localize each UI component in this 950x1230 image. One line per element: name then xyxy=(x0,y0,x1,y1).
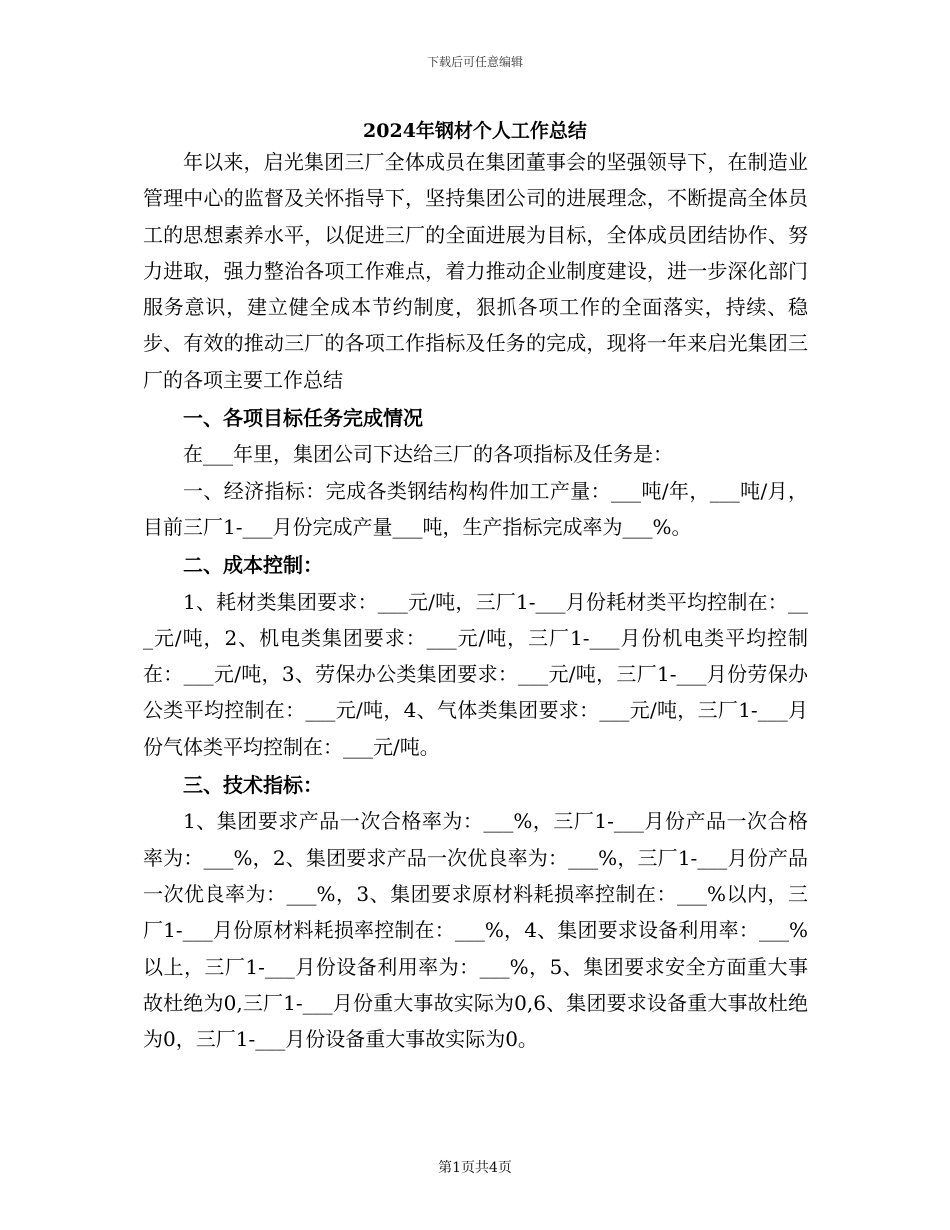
section-heading-cost-control: 二、成本控制： xyxy=(183,553,323,578)
intro-paragraph: 年以来，启光集团三厂全体成员在集团董事会的坚强领导下，在制造业管理中心的监督及关怀指导下，坚持集团公司的进展理念，不断提高全体员工的思想素养水平，以促进三厂的全面进展为目标，全体成员团结协作、努力进取，强力整治各项工作难点，着力推动企业制度建设，进一步深化部门服务意识，建立健全成本节约制度，狠抓各项工作的全面落实，持续、稳步、有效的推动三厂的各项工作指标及任务的完成，现将一年来启光集团三厂的各项主要工作总结 xyxy=(143,150,808,392)
page-number: 第1页共4页 xyxy=(438,1160,512,1176)
section-heading-technical: 三、技术指标： xyxy=(183,773,323,798)
economic-indicators-paragraph: 一、经济指标：完成各类钢结构构件加工产量：___吨/年，___吨/月，目前三厂1-___月份完成产量___吨，生产指标完成率为___%。 xyxy=(143,478,808,539)
document-body xyxy=(143,144,808,1057)
document-title: 2024年钢材个人工作总结 xyxy=(363,120,587,142)
header-note: 下载后可任意编辑 xyxy=(426,55,523,69)
technical-indicators-paragraph: 1、集团要求产品一次合格率为：___%，三厂1-___月份产品一次合格率为：___%，2、集团要求产品一次优良率为：___%，三厂1-___月份产品一次优良率为：___%，3、集团要求原材料耗损率控制在：___%以内，三厂1-___月份原材料耗损率控制在：___%，4、集团要求设备利用率：___%以上，三厂1-___月份设备利用率为：___%，5、集团要求安全方面重大事故杜绝为0,三厂1-___月份重大事故实际为0,6、集团要求设备重大事故杜绝为0，三厂1-___月份设备重大事故实际为0。 xyxy=(143,809,808,1052)
targets-intro-paragraph: 在___年里，集团公司下达给三厂的各项指标及任务是： xyxy=(183,442,673,467)
section-heading-targets: 一、各项目标任务完成情况 xyxy=(183,406,423,431)
cost-control-paragraph: 1、耗材类集团要求：___元/吨，三厂1-___月份耗材类平均控制在：___元/吨，2、机电类集团要求：___元/吨，三厂1-___月份机电类平均控制在：___元/吨，3、劳保办公类集团要求：___元/吨，三厂1-___月份劳保办公类平均控制在：___元/吨，4、气体类集团要求：___元/吨，三厂1-___月份气体类平均控制在：___元/吨。 xyxy=(143,589,808,759)
